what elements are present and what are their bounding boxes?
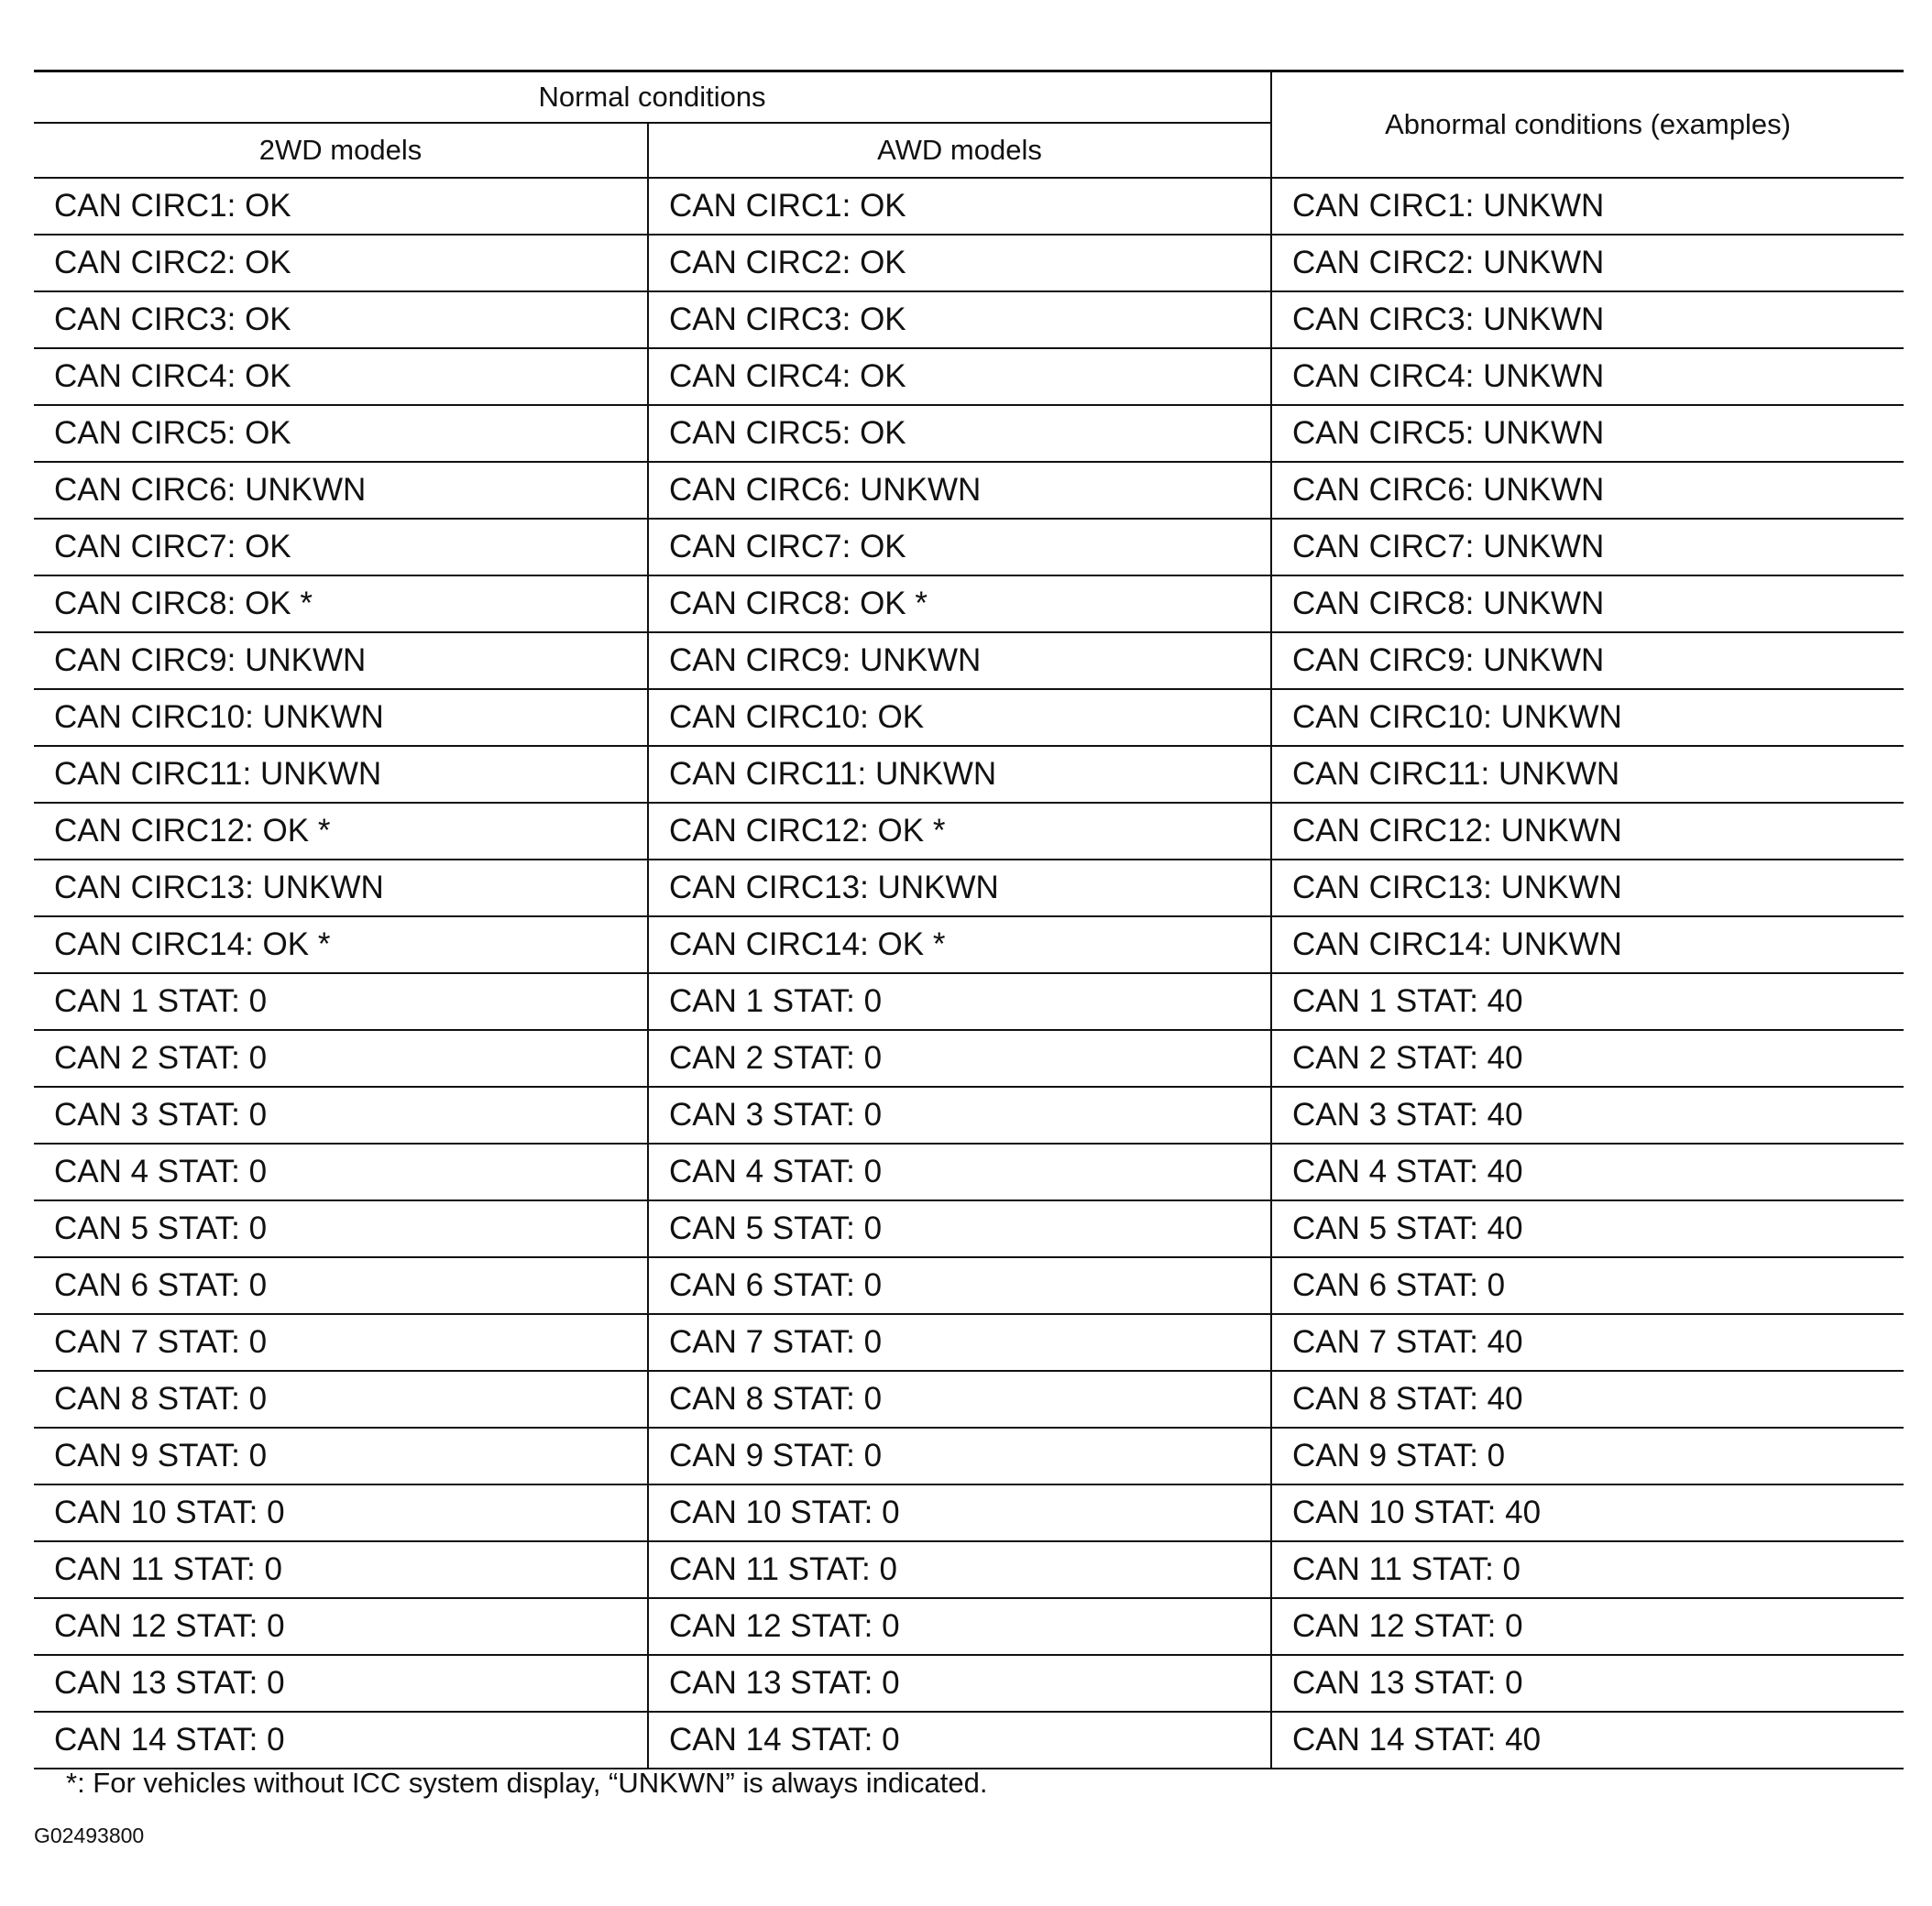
cell-awd: CAN CIRC13: UNKWN <box>648 860 1271 916</box>
table-row <box>34 1030 1904 1087</box>
table-row <box>34 803 1904 860</box>
cell-2wd: CAN 5 STAT: 0 <box>34 1200 648 1257</box>
cell-abnormal: CAN 9 STAT: 0 <box>1271 1428 1904 1484</box>
cell-awd: CAN 6 STAT: 0 <box>648 1257 1271 1314</box>
cell-2wd: CAN CIRC1: OK <box>34 178 648 235</box>
cell-awd: CAN CIRC14: OK * <box>648 916 1271 973</box>
cell-2wd: CAN CIRC6: UNKWN <box>34 462 648 519</box>
cell-abnormal: CAN CIRC9: UNKWN <box>1271 632 1904 689</box>
cell-abnormal: CAN 14 STAT: 40 <box>1271 1712 1904 1769</box>
cell-2wd: CAN CIRC12: OK * <box>34 803 648 860</box>
table-row <box>34 1484 1904 1541</box>
cell-2wd: CAN 13 STAT: 0 <box>34 1655 648 1712</box>
cell-awd: CAN 1 STAT: 0 <box>648 973 1271 1030</box>
cell-abnormal: CAN CIRC2: UNKWN <box>1271 235 1904 291</box>
cell-awd: CAN CIRC7: OK <box>648 519 1271 575</box>
cell-2wd: CAN 7 STAT: 0 <box>34 1314 648 1371</box>
cell-abnormal: CAN CIRC10: UNKWN <box>1271 689 1904 746</box>
cell-2wd: CAN CIRC14: OK * <box>34 916 648 973</box>
table-row <box>34 860 1904 916</box>
cell-2wd: CAN CIRC13: UNKWN <box>34 860 648 916</box>
table-row <box>34 1371 1904 1428</box>
cell-2wd: CAN CIRC5: OK <box>34 405 648 462</box>
cell-2wd: CAN CIRC8: OK * <box>34 575 648 632</box>
cell-abnormal: CAN 11 STAT: 0 <box>1271 1541 1904 1598</box>
cell-abnormal: CAN 1 STAT: 40 <box>1271 973 1904 1030</box>
table-row <box>34 405 1904 462</box>
cell-awd: CAN CIRC9: UNKWN <box>648 632 1271 689</box>
cell-awd: CAN 11 STAT: 0 <box>648 1541 1271 1598</box>
table-row <box>34 235 1904 291</box>
cell-2wd: CAN 9 STAT: 0 <box>34 1428 648 1484</box>
cell-2wd: CAN CIRC11: UNKWN <box>34 746 648 803</box>
cell-awd: CAN CIRC2: OK <box>648 235 1271 291</box>
cell-2wd: CAN 11 STAT: 0 <box>34 1541 648 1598</box>
cell-2wd: CAN 12 STAT: 0 <box>34 1598 648 1655</box>
cell-2wd: CAN CIRC10: UNKWN <box>34 689 648 746</box>
cell-awd: CAN CIRC12: OK * <box>648 803 1271 860</box>
cell-abnormal: CAN 2 STAT: 40 <box>1271 1030 1904 1087</box>
cell-awd: CAN 3 STAT: 0 <box>648 1087 1271 1144</box>
cell-awd: CAN CIRC6: UNKWN <box>648 462 1271 519</box>
cell-awd: CAN CIRC10: OK <box>648 689 1271 746</box>
cell-2wd: CAN CIRC7: OK <box>34 519 648 575</box>
cell-abnormal: CAN 6 STAT: 0 <box>1271 1257 1904 1314</box>
can-diagnosis-table <box>34 70 1904 1769</box>
cell-abnormal: CAN CIRC7: UNKWN <box>1271 519 1904 575</box>
cell-2wd: CAN 3 STAT: 0 <box>34 1087 648 1144</box>
table-row <box>34 1314 1904 1371</box>
table-row <box>34 1428 1904 1484</box>
cell-abnormal: CAN 5 STAT: 40 <box>1271 1200 1904 1257</box>
cell-2wd: CAN 2 STAT: 0 <box>34 1030 648 1087</box>
cell-awd: CAN CIRC5: OK <box>648 405 1271 462</box>
cell-abnormal: CAN CIRC13: UNKWN <box>1271 860 1904 916</box>
cell-awd: CAN 5 STAT: 0 <box>648 1200 1271 1257</box>
cell-abnormal: CAN 7 STAT: 40 <box>1271 1314 1904 1371</box>
figure-code: G02493800 <box>34 1824 145 1847</box>
cell-awd: CAN 7 STAT: 0 <box>648 1314 1271 1371</box>
cell-2wd: CAN 4 STAT: 0 <box>34 1144 648 1200</box>
table-row <box>34 1541 1904 1598</box>
cell-awd: CAN CIRC8: OK * <box>648 575 1271 632</box>
table-row <box>34 519 1904 575</box>
table-row <box>34 178 1904 235</box>
cell-abnormal: CAN CIRC8: UNKWN <box>1271 575 1904 632</box>
table-row <box>34 689 1904 746</box>
cell-abnormal: CAN CIRC11: UNKWN <box>1271 746 1904 803</box>
table-row <box>34 462 1904 519</box>
cell-awd: CAN 12 STAT: 0 <box>648 1598 1271 1655</box>
table-row <box>34 746 1904 803</box>
cell-2wd: CAN CIRC2: OK <box>34 235 648 291</box>
table-row <box>34 1200 1904 1257</box>
cell-abnormal: CAN 8 STAT: 40 <box>1271 1371 1904 1428</box>
footnote: *: For vehicles without ICC system display, “UNKWN” is always indicated. <box>66 1767 988 1799</box>
cell-abnormal: CAN 4 STAT: 40 <box>1271 1144 1904 1200</box>
cell-awd: CAN 13 STAT: 0 <box>648 1655 1271 1712</box>
cell-awd: CAN CIRC3: OK <box>648 291 1271 348</box>
cell-abnormal: CAN CIRC1: UNKWN <box>1271 178 1904 235</box>
cell-2wd: CAN 1 STAT: 0 <box>34 973 648 1030</box>
cell-abnormal: CAN 12 STAT: 0 <box>1271 1598 1904 1655</box>
table-body <box>34 178 1904 1769</box>
cell-2wd: CAN CIRC3: OK <box>34 291 648 348</box>
abnormal-conditions-header: Abnormal conditions (examples) <box>1271 71 1904 179</box>
cell-awd: CAN 8 STAT: 0 <box>648 1371 1271 1428</box>
table-row <box>34 1598 1904 1655</box>
cell-awd: CAN 14 STAT: 0 <box>648 1712 1271 1769</box>
cell-abnormal: CAN CIRC14: UNKWN <box>1271 916 1904 973</box>
cell-abnormal: CAN CIRC4: UNKWN <box>1271 348 1904 405</box>
table-row <box>34 632 1904 689</box>
table-row <box>34 1087 1904 1144</box>
table-row <box>34 973 1904 1030</box>
table-row <box>34 348 1904 405</box>
table-row <box>34 291 1904 348</box>
cell-abnormal: CAN CIRC3: UNKWN <box>1271 291 1904 348</box>
column-header-2wd: 2WD models <box>34 123 648 178</box>
cell-2wd: CAN CIRC9: UNKWN <box>34 632 648 689</box>
cell-awd: CAN 9 STAT: 0 <box>648 1428 1271 1484</box>
cell-2wd: CAN CIRC4: OK <box>34 348 648 405</box>
table-row <box>34 916 1904 973</box>
cell-awd: CAN CIRC4: OK <box>648 348 1271 405</box>
cell-2wd: CAN 14 STAT: 0 <box>34 1712 648 1769</box>
cell-awd: CAN 2 STAT: 0 <box>648 1030 1271 1087</box>
table-row <box>34 1655 1904 1712</box>
table-row <box>34 1144 1904 1200</box>
normal-conditions-header: Normal conditions <box>34 71 1271 124</box>
cell-2wd: CAN 8 STAT: 0 <box>34 1371 648 1428</box>
cell-awd: CAN 10 STAT: 0 <box>648 1484 1271 1541</box>
cell-abnormal: CAN CIRC6: UNKWN <box>1271 462 1904 519</box>
cell-awd: CAN CIRC11: UNKWN <box>648 746 1271 803</box>
cell-2wd: CAN 6 STAT: 0 <box>34 1257 648 1314</box>
cell-2wd: CAN 10 STAT: 0 <box>34 1484 648 1541</box>
cell-abnormal: CAN CIRC12: UNKWN <box>1271 803 1904 860</box>
table-row <box>34 1712 1904 1769</box>
cell-awd: CAN 4 STAT: 0 <box>648 1144 1271 1200</box>
cell-abnormal: CAN 13 STAT: 0 <box>1271 1655 1904 1712</box>
cell-abnormal: CAN CIRC5: UNKWN <box>1271 405 1904 462</box>
table-row <box>34 575 1904 632</box>
table-row <box>34 1257 1904 1314</box>
cell-abnormal: CAN 3 STAT: 40 <box>1271 1087 1904 1144</box>
column-header-awd: AWD models <box>648 123 1271 178</box>
cell-awd: CAN CIRC1: OK <box>648 178 1271 235</box>
cell-abnormal: CAN 10 STAT: 40 <box>1271 1484 1904 1541</box>
